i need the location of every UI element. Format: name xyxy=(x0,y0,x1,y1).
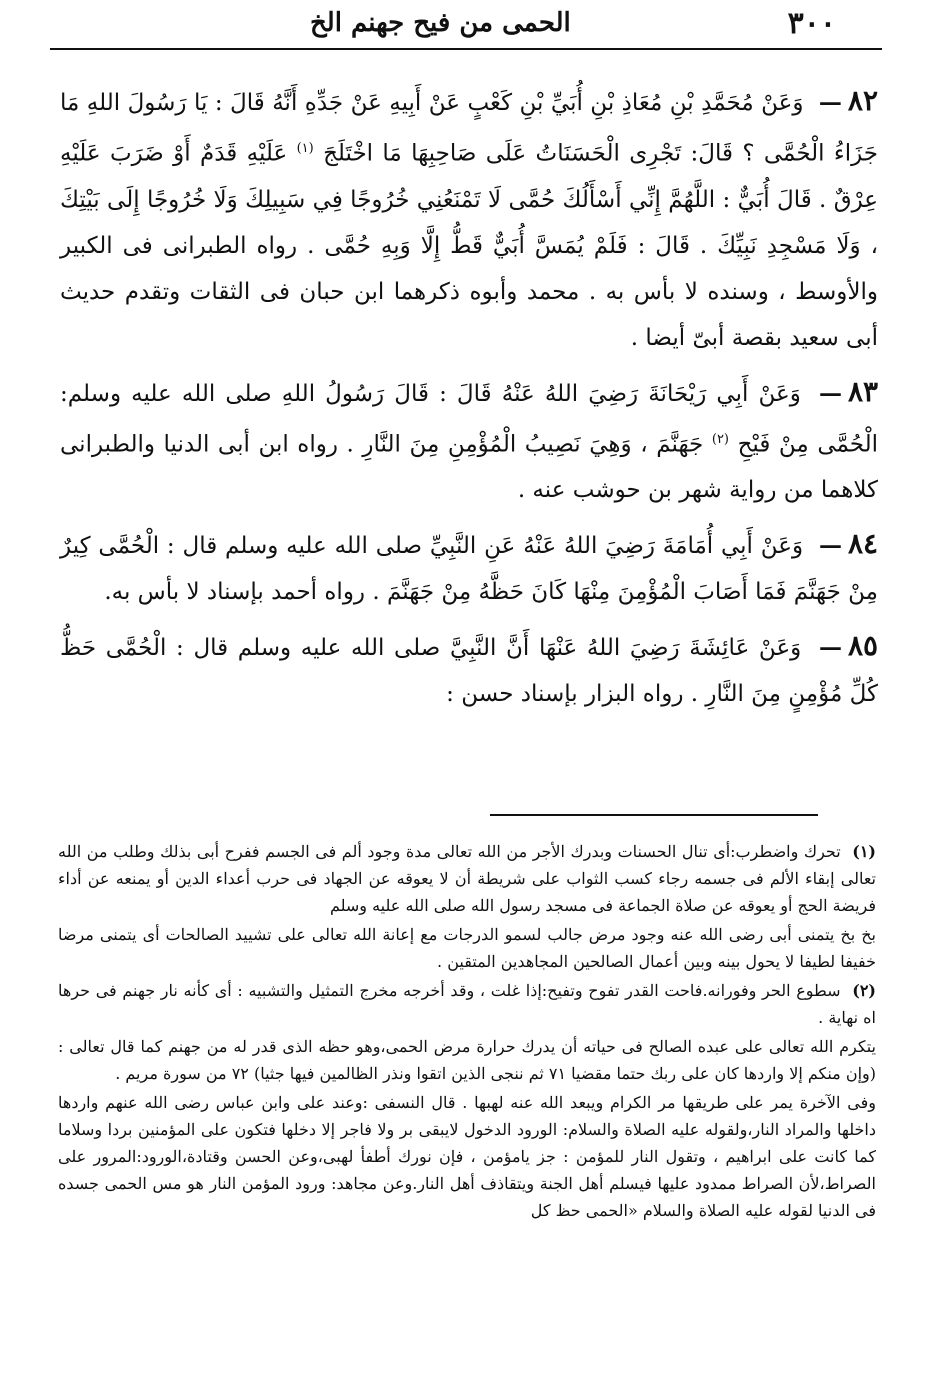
footnote-2-continued xyxy=(58,1033,876,1087)
hadith-text: وَعَنْ عَائِشَةَ رَضِيَ اللهُ عَنْهَا أَنَّ النَّبِيَّ صلى الله عليه وسلم قال : الْحُمَّى حَظُّ كُلِّ مُؤْمِنٍ مِنَ النَّارِ . xyxy=(60,635,878,708)
footnote-1-continued xyxy=(58,921,876,975)
footnote-2-commentary xyxy=(58,1089,876,1224)
header-rule xyxy=(50,48,882,50)
footnote-text: تحرك واضطرب:أى تنال الحسنات وبدرك الأجر من الله تعالى مدة وجود ألم فى الجسم ففرح أبى بذلك وطلب من الله تعالى إبقاء الألم فى جسمه رجاء كسب الثواب على شريطة أن لا يعوقه عن الجهاد فى حرب أعداء الدين أو يمنعه عن أداء فريضة الحج أو يعوقه عن صلاة الجماعة فى مسجد رسول الله صلى الله عليه وسلم xyxy=(58,842,876,915)
hadith-source: رواه البزار بإسناد حسن : xyxy=(446,681,684,708)
hadith-text-continued: جَهَنَّمَ ، وَهِيَ نَصِيبُ الْمُؤْمِنِ مِنَ النَّارِ . xyxy=(346,431,704,458)
hadith-source: رواه الطبرانى فى الكبير والأوسط ، وسنده لا بأس به . محمد وأبوه ذكرهما ابن حبان فى الثقات وتقدم حديث أبى سعيد بقصة أبىّ أيضا . xyxy=(60,232,878,351)
hadith-text: وَعَنْ أَبِي رَيْحَانَةَ رَضِيَ اللهُ عَنْهُ قَالَ : قَالَ رَسُولُ اللهِ صلى الله عليه وسلم: الْحُمَّى مِنْ فَيْحِ xyxy=(60,380,879,458)
hadith-number: ٨٥ xyxy=(847,629,879,663)
footnotes xyxy=(58,838,876,1226)
hadith-82: ٨٢— وَعَنْ مُحَمَّدِ بْنِ مُعَاذِ بْنِ أُبَيِّ بْنِ كَعْبٍ عَنْ أَبِيهِ عَنْ جَدِّهِ أَنَّهُ قَالَ : يَا رَسُولَ اللهِ مَا جَزَاءُ الْحُمَّى ؟ قَالَ: تَجْرِى الْحَسَنَاتُ عَلَى صَاحِبِهَا مَا اخْتَلَجَ $^{(١)}$ عَلَيْهِ قَدَمٌ أَوْ ضَرَبَ عَلَيْهِ عِرْقٌ . قَالَ أُبَيٌّ : اللَّهُمَّ إِنِّي أَسْأَلُكَ حُمَّى لَا تَمْنَعُنِي خُرُوجًا فِي سَبِيلِكَ وَلَا خُرُوجًا إِلَى بَيْتِكَ ، وَلَا مَسْجِدِ نَبِيِّكَ . قَالَ : فَلَمْ يُمَسَّ أُبَيٌّ قَطُّ إِلَّا وَبِهِ حُمَّى . رواه الطبرانى فى الكبير والأوسط ، وسنده لا بأس به . محمد وأبوه ذكرهما ابن حبان فى الثقات وتقدم حديث أبى سعيد بقصة أبىّ أيضا . xyxy=(60,84,879,351)
hadith-number: ٨٢ xyxy=(847,84,878,117)
hadith-text-continued: عَلَيْهِ قَدَمٌ أَوْ ضَرَبَ عَلَيْهِ عِرْقٌ . قَالَ أُبَيٌّ : اللَّهُمَّ إِنِّي أَسْأَلُكَ حُمَّى لَا تَمْنَعُنِي خُرُوجًا فِي سَبِيلِكَ وَلَا خُرُوجًا إِلَى بَيْتِكَ ، وَلَا مَسْجِدِ نَبِيِّكَ . قَالَ : فَلَمْ يُمَسَّ أُبَيٌّ قَطُّ إِلَّا وَبِهِ حُمَّى . xyxy=(60,140,878,259)
hadith-85: ٨٥— وَعَنْ عَائِشَةَ رَضِيَ اللهُ عَنْهَا أَنَّ النَّبِيَّ صلى الله عليه وسلم قال : الْحُمَّى حَظُّ كُلِّ مُؤْمِنٍ مِنَ النَّارِ . رواه البزار بإسناد حسن : xyxy=(60,629,879,708)
running-title: الحمى من فيح جهنم الخ xyxy=(310,8,571,38)
footnote-text: سطوع الحر وفورانه.فاحت القدر تفوح وتفيح:إذا غلت ، وقد أخرجه مخرج التمثيل والتشبيه : أى كأنه نار جهنم فى حرها اه نهاية . xyxy=(58,981,876,1027)
footnote-number: (٢) xyxy=(852,981,876,1000)
hadith-84: ٨٤— وَعَنْ أَبِي أُمَامَةَ رَضِيَ اللهُ عَنْهُ عَنِ النَّبِيِّ صلى الله عليه وسلم قال : الْحُمَّى كِيرٌ مِنْ جَهَنَّمَ فَمَا أَصَابَ الْمُؤْمِنَ مِنْهَا كَانَ حَظَّهُ مِنْ جَهَنَّمَ . رواه أحمد بإسناد لا بأس به. xyxy=(60,527,879,606)
hadith-section xyxy=(60,78,878,725)
footnote-text: بخ بخ يتمنى أبى رضى الله عنه وجود مرض جالب لسمو الدرجات مع إعانة الله تعالى على تشييد الصالحات أى يتمنى مرضا خفيفا لطيفا لا يحول بينه وبين أعمال الصالحين المجاهدين المتقين . xyxy=(58,925,876,971)
hadith-source: رواه أحمد بإسناد لا بأس به. xyxy=(104,579,366,606)
hadith-source: رواه ابن أبى الدنيا والطبرانى كلاهما من رواية شهر بن حوشب عنه . xyxy=(60,431,878,504)
footnote-1 xyxy=(58,838,876,919)
footnote-number: (١) xyxy=(852,842,876,861)
page-header xyxy=(50,0,836,46)
footnote-text: يتكرم الله تعالى على عبده الصالح فى حياته أن يدرك حرارة مرض الحمى،وهو حظه الذى قدر له من جهنم كما قال تعالى : (وإن منكم إلا واردها كان على ربك حتما مقضيا ٧١ ثم ننجى الذين اتقوا ونذر الظالمين فيها جثيا) ٧٢ من سورة مريم . xyxy=(58,1037,876,1083)
hadith-text: وَعَنْ مُحَمَّدِ بْنِ مُعَاذِ بْنِ أُبَيِّ بْنِ كَعْبٍ عَنْ أَبِيهِ عَنْ جَدِّهِ أَنَّهُ قَالَ : يَا رَسُولَ اللهِ مَا جَزَاءُ الْحُمَّى ؟ قَالَ: تَجْرِى الْحَسَنَاتُ عَلَى صَاحِبِهَا مَا اخْتَلَجَ xyxy=(60,90,879,167)
footnote-marker: (٢) xyxy=(711,431,729,447)
footnote-2 xyxy=(58,977,876,1031)
footnote-text: وفى الآخرة يمر على طريقها مر الكرام ويبعد الله عنه لهبها . قال النسفى :وعند على وابن عباس رضى الله عنهم واردها داخلها والمراد النار،ولقوله عليه الصلاة والسلام: الورود الدخول لايبقى بر ولا فاجر إلا دخلها فتكون على المؤمنين بردا وسلاما كما كانت على ابراهيم ، وتقول النار للمؤمن : جز يامؤمن ، فإن نورك أطفأ لهبى،وعن الحسن وقتادة،الورود:المرور على الصراط،لأن الصراط ممدود عليها فيسلم أهل الجنة ويتقاذف أهل النار.وعن مجاهد: ورود المؤمن النار هو مس الحمى جسده فى الدنيا لقوله عليه الصلاة والسلام «الحمى حظ كل xyxy=(58,1093,876,1220)
hadith-83: ٨٣— وَعَنْ أَبِي رَيْحَانَةَ رَضِيَ اللهُ عَنْهُ قَالَ : قَالَ رَسُولُ اللهِ صلى الله عليه وسلم: الْحُمَّى مِنْ فَيْحِ $^{(٢)}$ جَهَنَّمَ ، وَهِيَ نَصِيبُ الْمُؤْمِنِ مِنَ النَّارِ . رواه ابن أبى الدنيا والطبرانى كلاهما من رواية شهر بن حوشب عنه . xyxy=(60,374,879,504)
hadith-number: ٨٤ xyxy=(847,527,879,561)
footnote-marker: (١) xyxy=(296,141,314,156)
page-number: ٣٠٠ xyxy=(787,5,836,41)
footnote-rule xyxy=(490,814,818,816)
hadith-number: ٨٣ xyxy=(847,374,879,408)
hadith-text: وَعَنْ أَبِي أُمَامَةَ رَضِيَ اللهُ عَنْهُ عَنِ النَّبِيِّ صلى الله عليه وسلم قال : الْحُمَّى كِيرٌ مِنْ جَهَنَّمَ فَمَا أَصَابَ الْمُؤْمِنَ مِنْهَا كَانَ حَظَّهُ مِنْ جَهَنَّمَ . xyxy=(60,533,878,606)
